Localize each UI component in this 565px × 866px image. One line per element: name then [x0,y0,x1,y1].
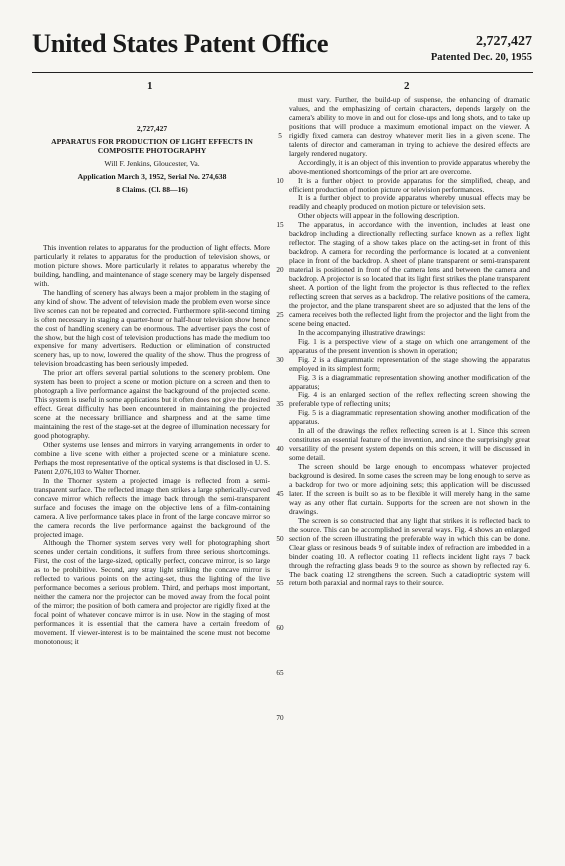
body-paragraph: Fig. 5 is a diagrammatic representation showing another modification of the apparatus. [289,408,530,427]
line-number: 70 [276,713,284,722]
line-number: 45 [276,489,284,498]
column-number-right: 2 [404,80,410,92]
line-number: 20 [276,266,284,275]
body-paragraph: Fig. 4 is an enlarged section of the reflex reflecting screen showing the preferable type of reflecting units; [289,390,530,409]
line-number: 50 [276,534,284,543]
line-number: 35 [276,400,284,409]
patent-office-title: United States Patent Office [32,28,329,58]
invention-title: APPARATUS FOR PRODUCTION OF LIGHT EFFECTS IN COMPOSITE PHOTOGRAPHY [51,137,253,155]
body-paragraph: Fig. 3 is a diagrammatic representation showing another modification of the apparatus; [289,372,530,391]
line-number: 25 [276,310,284,319]
body-paragraph: In the Thorner system a projected image is reflected from a semi-transparent surface. The reflected image then strikes a large spherically-curved concave mirror which reflects the image back through the semi-transparent surface and focuses the image on the objective lens of a film-containing camera. A live performance takes place in front of the large concave mirror so the camera records the live performance against the background of the projected image. [34,475,270,539]
header-rule [32,72,533,73]
line-number: 30 [276,355,284,364]
line-number: 10 [276,176,284,185]
column-right-body [289,96,530,588]
body-paragraph: Fig. 1 is a perspective view of a stage on which one arrangement of the apparatus of the present invention is shown in operation; [289,336,530,355]
body-paragraph: The handling of scenery has always been a major problem in the staging of any kind of show. The advent of television made the problem even worse since live scenes can not be repeated and corrected. Furthermore split-second timing is often necessary in staging a quarter-hour or half-hour television show hence the cost of handling scenery can be enormous. The advertiser pays the cost of the show, but the high cost of television productions has made the medium too expensive for many advertisers. Reduction or elimination of constructed scenery has, up to now, lowered the quality of the show. Thus the progress of television broadcasting has been seriously impeded. [34,287,270,369]
front-patent-number: 2,727,427 [136,124,168,133]
line-number: 40 [276,445,284,454]
patented-date: Patented Dec. 20, 1955 [430,52,532,63]
application-info: Application March 3, 1952, Serial No. 274,638 [77,172,227,181]
body-paragraph: In the accompanying illustrative drawings: [298,327,426,337]
body-paragraph: Although the Thorner system serves very well for photographing short scenes under certain conditions, it suffers from three serious shortcomings. First, the cost of the large-sized, optically perfect, concave mirror, is so large as to be prohibitive. Second, any stray light striking the concave mirror is reflected to various points on the acting-set, thus the lighting of the live performance becomes a serious problem. Third, and perhaps most important, neither the camera nor the projector can be moved away from the focal point of the mirror; the position of both camera and projector are rigidly fixed at the focal point of whatever concave mirror is in use. Now in the staging of most performances it is essential that the camera have a certain freedom of movement. If viewer-interest is to be maintained the scene must not become monotonous; it [34,538,270,646]
body-paragraph: It is a further object to provide apparatus whereby unusual effects may be readily and cheaply produced on motion picture or television sets. [289,193,530,212]
body-paragraph: The screen should be large enough to encompass whatever projected background is desired. In some cases the screen may be long enough to serve as a backdrop for two or more adjoining sets; this application will be discussed later. If the screen is built so as to be flexible it will merely hang in the same way as any other flat curtain. Supports for the screen are not shown in the drawings. [289,462,530,516]
body-paragraph: Fig. 2 is a diagrammatic representation of the stage showing the apparatus employed in its simplest form; [289,354,530,373]
body-paragraph: This invention relates to apparatus for the production of light effects. More particularly it relates to apparatus for the production of television shows, or motion picture shows. More particularly it relates to apparatus whereby the building, handling, and maintenance of stage scenery may be largely dispensed with. [34,243,270,288]
column-right [289,96,530,866]
body-paragraph: Other systems use lenses and mirrors in varying arrangements in order to combine a live scene with either a projected scene or a miniature scene. Perhaps the most representative of the optical systems is that disclosed in U. S. Patent 2,076,103 to Walter Thorner. [34,439,270,476]
column-number-left: 1 [147,80,153,92]
body-paragraph: The apparatus, in accordance with the invention, includes at least one backdrop including a directionally reflecting surface known as a reflex light reflector. The staging of a show takes place on the acting-set in front of this backdrop. A camera for recording the performance is located at a convenient place in front of the backdrop. A sheet of plane transparent or semi-transparent material is positioned in front of the camera lens and between the camera and backdrop. A projector is so located that its light first strikes the plane transparent sheet. A portion of the light from the projector is thus reflected to the reflex reflecting screen that serves as a backdrop. The relative positions of the camera, the projector, and the plane transparent sheet are so adjusted that the lens of the camera receives both the reflected light from the projector and the light from the scene being enacted. [289,220,530,328]
column-left [34,92,270,862]
body-paragraph: In all of the drawings the reflex reflecting screen is at 1. Since this screen constitutes an essential feature of the invention, and since the surprisingly great versatility of the present system depends on this screen, it will be discussed in some detail. [289,426,530,463]
body-paragraph: Other objects will appear in the following description. [298,211,460,221]
patent-number: 2,727,427 [476,34,532,49]
body-paragraph: Accordingly, it is an object of this invention to provide apparatus whereby the above-mentioned shortcomings of the prior art are overcome. [289,157,530,176]
body-paragraph: The prior art offers several partial solutions to the scenery problem. One system has been to project a scene or motion picture on a screen and then to photograph a live performance against the background of the projected scene. This system is useful in some applications but it often does not give the desired effect. Great difficulty has been encountered in maintaining the projected scene at the necessary brilliance and sharpness and at the same time maintaining the rest of the stage-set at the degree of illumination necessary for good photography. [34,368,270,441]
body-paragraph: must vary. Further, the build-up of suspense, the enhancing of dramatic values, and the emphasizing of certain characters, depends largely on the camera's ability to move in and out for close-ups and long shots, and to take up positions that will produce a maximum emotional impact on the viewer. A rigidly fixed camera can destroy whatever merit lies in a given scene. The talents of director and cameraman in trying to achieve the desired effects are largely rendered nugatory. [289,96,530,158]
line-number: 55 [276,579,284,588]
claims-info: 8 Claims. (Cl. 88—16) [116,185,188,194]
body-paragraph: The screen is so constructed that any light that strikes it is reflected back to the source. This can be accomplished in several ways. Fig. 4 shows an enlarged section of the screen illustrating the preferable way in which this can be done. Clear glass or resinous beads 9 of suitable index of refraction are imbedded in a binder coating 10. A reflector coating 11 reflects incident light rays 7 back through the refracting glass beads 9 to the source as shown by reflected ray 6. The back coating 12 strengthens the screen. Such a catadioptric system will return both paraxial and normal rays to their source. [289,515,530,588]
line-number: 5 [278,131,282,140]
line-number: 60 [276,624,284,633]
line-number: 15 [276,221,284,230]
line-number: 65 [276,668,284,677]
column-left-body [34,244,270,647]
body-paragraph: It is a further object to provide apparatus for the simplified, cheap, and efficient production of motion picture or television performances. [289,175,530,194]
inventor: Will F. Jenkins, Gloucester, Va. [104,159,200,168]
